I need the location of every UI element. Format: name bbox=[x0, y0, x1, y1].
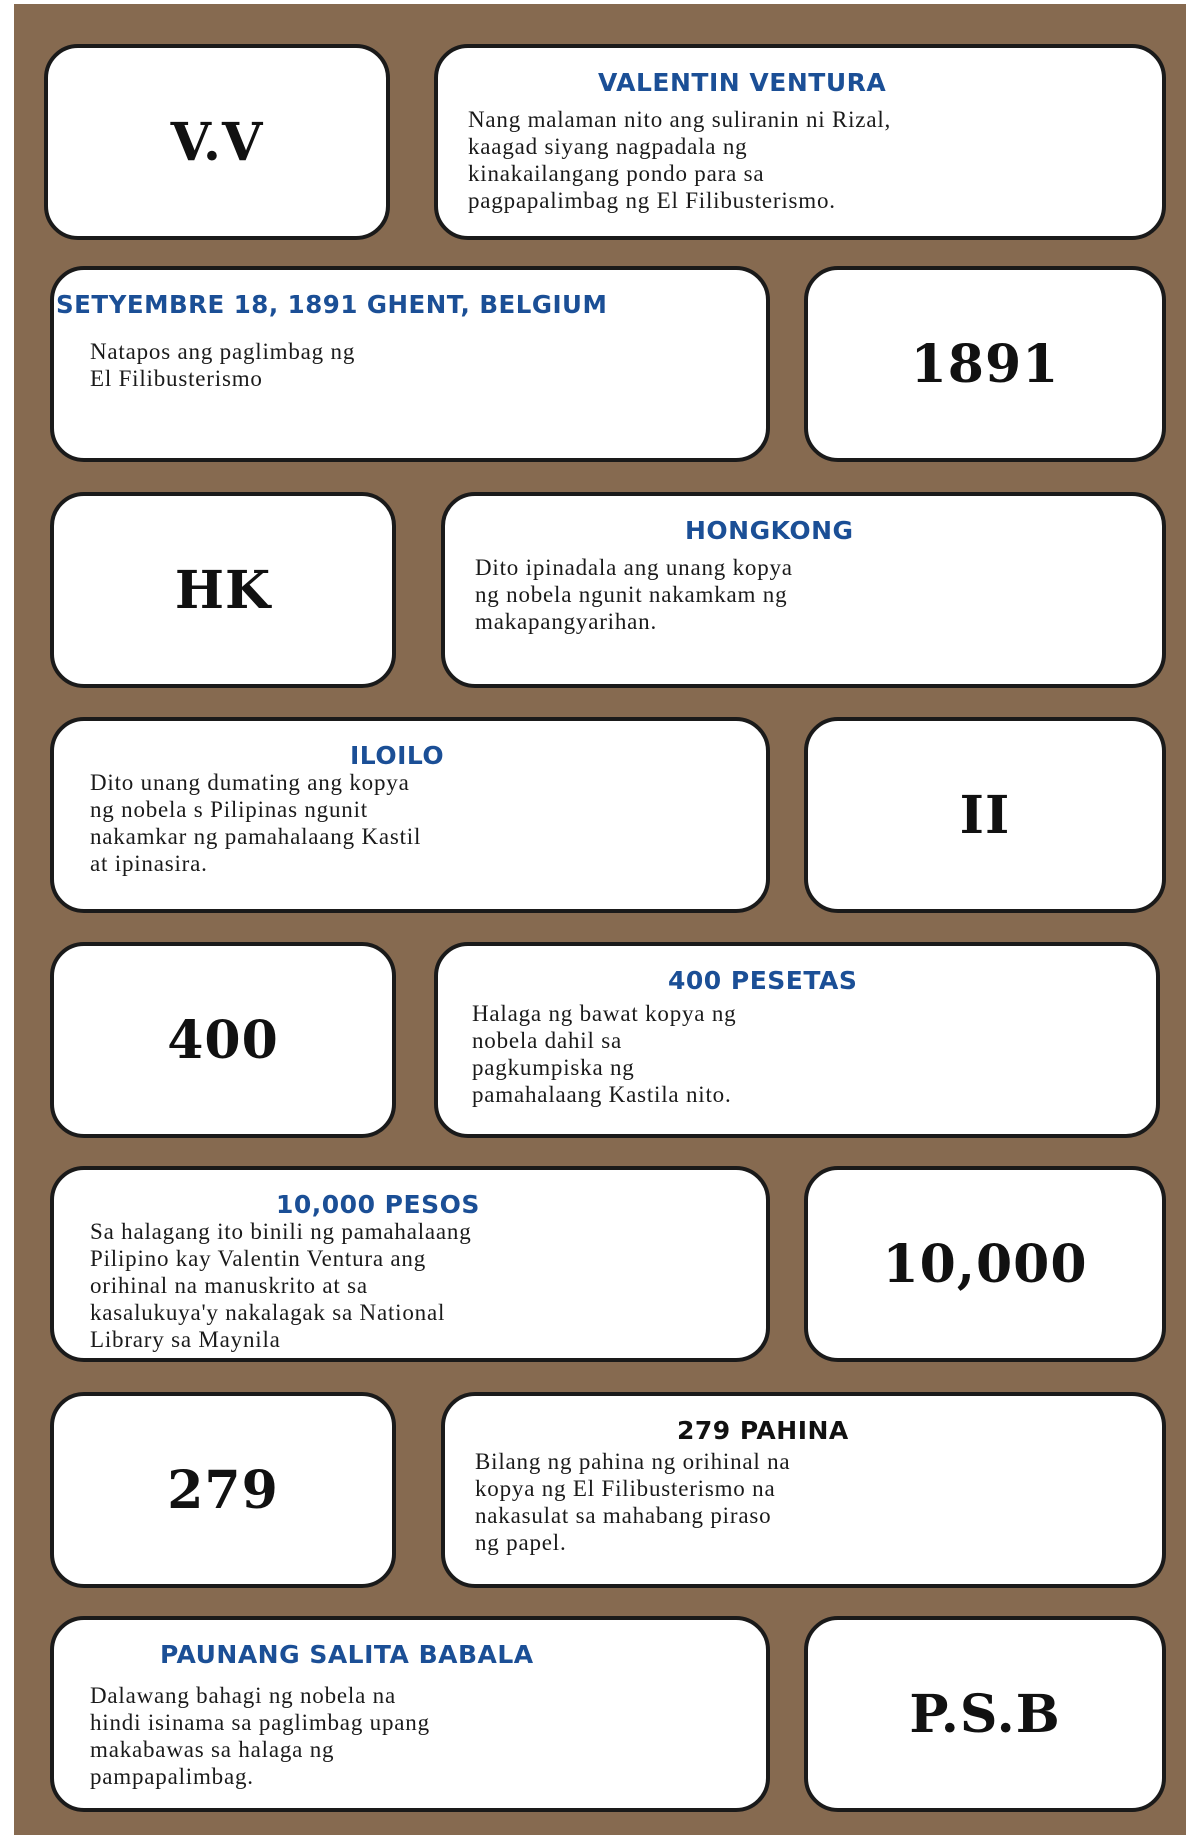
abbr-text: 400 bbox=[167, 1009, 279, 1071]
card-description: Bilang ng pahina ng orihinal na kopya ng El Filibusterismo na nakasulat sa mahabang piraso ng papel. bbox=[475, 1449, 791, 1555]
card-description: Sa halagang ito binili ng pamahalaang Pilipino kay Valentin Ventura ang orihinal na manuskrito at sa kasalukuya'y nakalagak sa National Library sa Maynila bbox=[90, 1219, 472, 1352]
info-card-setyembre-1891 bbox=[50, 266, 770, 462]
abbr-card-279 bbox=[50, 1392, 396, 1588]
abbr-card-10000 bbox=[804, 1166, 1166, 1362]
card-description: Natapos ang paglimbag ng El Filibusterismo bbox=[90, 339, 356, 391]
info-card-hongkong bbox=[441, 492, 1166, 688]
info-card-400-pesetas bbox=[434, 942, 1160, 1138]
abbr-card-400 bbox=[50, 942, 396, 1138]
abbr-text: 279 bbox=[167, 1459, 279, 1521]
abbr-text: II bbox=[959, 784, 1011, 846]
card-description: Halaga ng bawat kopya ng nobela dahil sa pagkumpiska ng pamahalaang Kastila nito. bbox=[472, 1001, 737, 1107]
card-title: 400 PESETAS bbox=[668, 966, 858, 995]
abbr-text: V.V bbox=[170, 111, 264, 173]
info-card-10000-pesos bbox=[50, 1166, 770, 1362]
abbr-text: 1891 bbox=[910, 333, 1060, 395]
abbr-text: P.S.B bbox=[909, 1683, 1061, 1745]
info-card-279-pahina bbox=[441, 1392, 1166, 1588]
abbr-card-vv bbox=[44, 44, 390, 240]
card-title: VALENTIN VENTURA bbox=[598, 68, 887, 97]
card-title: ILOILO bbox=[350, 741, 445, 770]
abbr-card-1891 bbox=[804, 266, 1166, 462]
abbr-card-ii bbox=[804, 717, 1166, 913]
card-description: Dito unang dumating ang kopya ng nobela s Pilipinas ngunit nakamkar ng pamahalaang Kastil at ipinasira. bbox=[90, 770, 422, 876]
abbr-text: 10,000 bbox=[882, 1233, 1088, 1295]
abbr-card-psb bbox=[804, 1616, 1166, 1812]
card-description: Nang malaman nito ang suliranin ni Rizal, kaagad siyang nagpadala ng kinakailangang pondo para sa pagpapalimbag ng El Filibusterismo. bbox=[468, 107, 892, 213]
card-title: SETYEMBRE 18, 1891 GHENT, BELGIUM bbox=[56, 290, 608, 319]
info-card-iloilo bbox=[50, 717, 770, 913]
card-description: Dalawang bahagi ng nobela na hindi isinama sa paglimbag upang makabawas sa halaga ng pampapalimbag. bbox=[90, 1683, 430, 1789]
card-title: HONGKONG bbox=[685, 516, 854, 545]
card-title: 10,000 PESOS bbox=[276, 1190, 480, 1219]
info-card-paunang-salita-babala bbox=[50, 1616, 770, 1812]
info-card-valentin-ventura bbox=[434, 44, 1166, 240]
card-description: Dito ipinadala ang unang kopya ng nobela ngunit nakamkam ng makapangyarihan. bbox=[475, 555, 793, 634]
card-title: 279 PAHINA bbox=[677, 1416, 849, 1445]
abbr-card-hk bbox=[50, 492, 396, 688]
card-title: PAUNANG SALITA BABALA bbox=[160, 1640, 534, 1669]
infographic-board bbox=[14, 4, 1186, 1835]
abbr-text: HK bbox=[174, 559, 272, 621]
